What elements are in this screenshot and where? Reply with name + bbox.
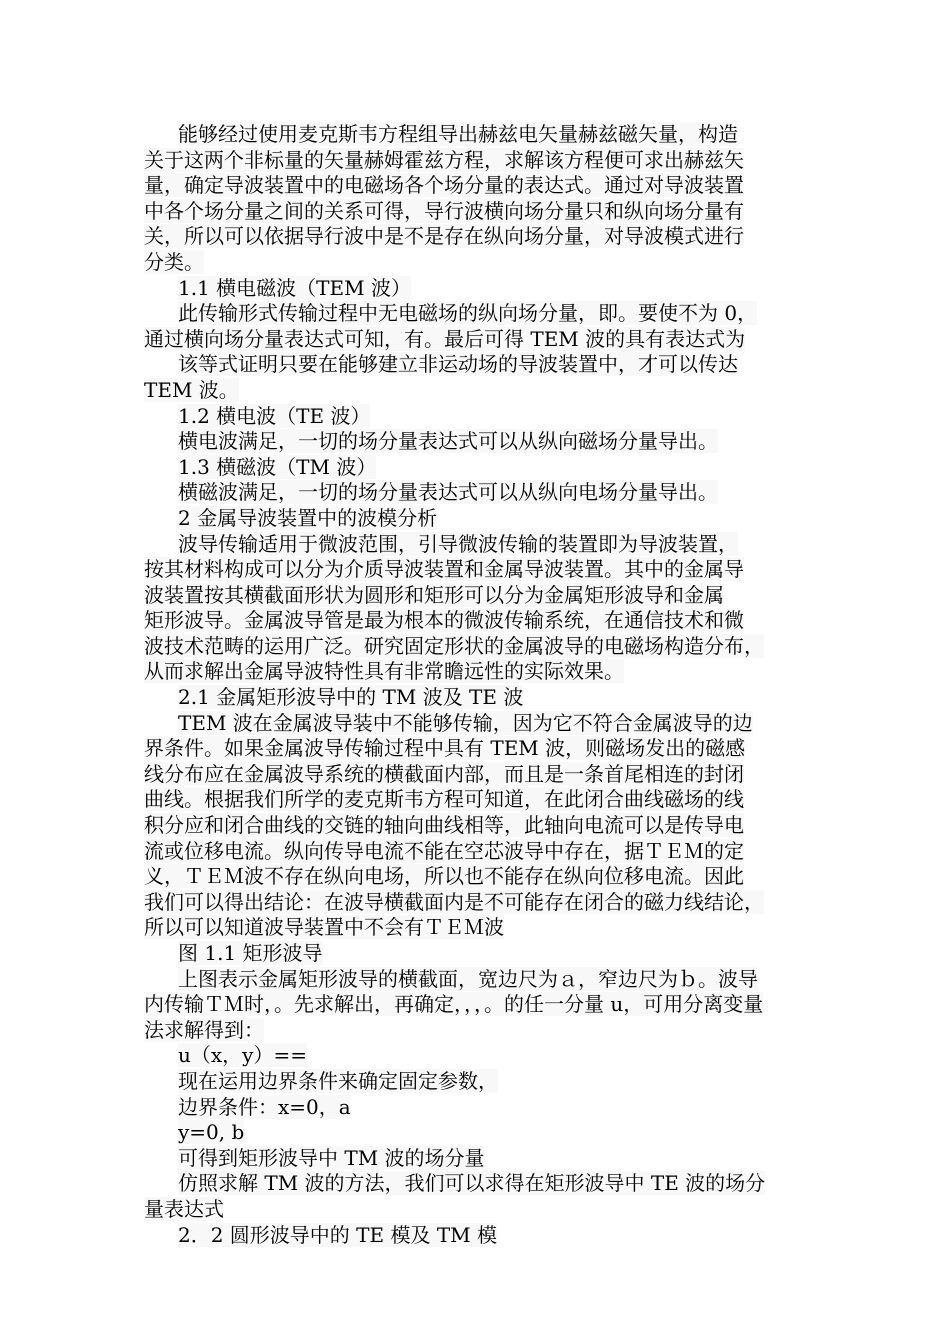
text-line <box>144 378 824 404</box>
text-line <box>144 532 824 558</box>
text-line-content: 分类。 <box>144 249 204 274</box>
text-line-content: 波技术范畴的运用广泛。研究固定形状的金属波导的电磁场构造分布， <box>144 633 764 658</box>
text-line-content: 波导传输适用于微波范围，引导微波传输的装置即为导波装置， <box>178 531 738 556</box>
text-line-content: TEM 波在金属波导装中不能够传输，因为它不符合金属波导的边 <box>178 710 753 735</box>
text-line <box>144 122 824 148</box>
text-line-content: 量表达式 <box>144 1196 224 1221</box>
text-line <box>144 915 824 941</box>
text-line <box>144 608 824 634</box>
text-line <box>144 967 824 993</box>
text-line-content: 1.2 横电波（TE 波） <box>178 403 371 428</box>
text-line <box>144 1043 824 1069</box>
text-line <box>144 634 824 660</box>
text-line-content: 可得到矩形波导中 TM 波的场分量 <box>178 1145 485 1170</box>
text-line <box>144 813 824 839</box>
text-line-content: 关，所以可以依据导行波中是不是存在纵向场分量，对导波模式进行 <box>144 224 744 249</box>
document-body <box>144 122 824 1248</box>
text-line-content: 上图表示金属矩形波导的横截面，宽边尺为ａ，窄边尺为ｂ。波导 <box>178 966 758 991</box>
text-line-content: 横磁波满足，一切的场分量表达式可以从纵向电场分量导出。 <box>178 480 718 505</box>
text-line <box>144 1223 824 1249</box>
text-line-content: 边界条件：x=0，a <box>178 1094 351 1119</box>
text-line <box>144 1120 824 1146</box>
text-line-content: 1.3 横磁波（TM 波） <box>178 454 377 479</box>
text-line <box>144 736 824 762</box>
text-line-content: 能够经过使用麦克斯韦方程组导出赫兹电矢量赫兹磁矢量，构造 <box>178 122 738 146</box>
text-line-content: 从而求解出金属导波特性具有非常瞻远性的实际效果。 <box>144 659 624 684</box>
text-line-content: 2.1 金属矩形波导中的 TM 波及 TE 波 <box>178 685 524 710</box>
text-line <box>144 429 824 455</box>
text-line-content: 流或位移电流。纵向传导电流不能在空芯波导中存在，据ＴＥＭ的定 <box>144 838 744 863</box>
text-line-content: 横电波满足，一切的场分量表达式可以从纵向磁场分量导出。 <box>178 429 718 454</box>
text-line <box>144 659 824 685</box>
text-line-content: 仿照求解 TM 波的方法，我们可以求得在矩形波导中 TE 波的场分 <box>178 1171 766 1196</box>
text-line <box>144 224 824 250</box>
text-line-content: 2 金属导波装置中的波模分析 <box>178 505 438 530</box>
text-line-content: 1.1 横电磁波（TEM 波） <box>178 275 411 300</box>
text-line <box>144 327 824 353</box>
text-line-content: 量，确定导波装置中的电磁场各个场分量的表达式。通过对导波装置 <box>144 173 744 198</box>
text-line <box>144 455 824 481</box>
text-line <box>144 1171 824 1197</box>
text-line <box>144 301 824 327</box>
text-line-content: 中各个场分量之间的关系可得，导行波横向场分量只和纵向场分量有 <box>144 198 744 223</box>
text-line <box>144 250 824 276</box>
text-line-content: 按其材料构成可以分为介质导波装置和金属导波装置。其中的金属导 <box>144 557 744 582</box>
text-line-content: 2．2 圆形波导中的 TE 模及 TM 模 <box>178 1222 497 1247</box>
text-line <box>144 480 824 506</box>
text-line-content: 图 1.1 矩形波导 <box>178 941 323 965</box>
text-line <box>144 506 824 532</box>
text-line <box>144 1146 824 1172</box>
text-line-content: 波装置按其横截面形状为圆形和矩形可以分为金属矩形波导和金属 <box>144 582 724 607</box>
text-line-content: 现在运用边界条件来确定固定参数， <box>178 1068 498 1093</box>
text-line <box>144 173 824 199</box>
text-line-content: 线分布应在金属波导系统的横截面内部，而且是一条首尾相连的封闭 <box>144 761 744 786</box>
text-line-content: 积分应和闭合曲线的交链的轴向曲线相等，此轴向电流可以是传导电 <box>144 813 744 838</box>
text-line <box>144 1018 824 1044</box>
text-line <box>144 583 824 609</box>
text-line <box>144 1069 824 1095</box>
text-line-content: y=0, b <box>178 1120 245 1145</box>
text-line-content: 法求解得到： <box>144 1017 264 1042</box>
text-line <box>144 352 824 378</box>
text-line <box>144 276 824 302</box>
text-line <box>144 762 824 788</box>
text-line <box>144 199 824 225</box>
text-line-content: 义，ＴＥＭ波不存在纵向电场，所以也不能存在纵向位移电流。因此 <box>144 864 744 889</box>
text-line-content: 矩形波导。金属波导管是最为根本的微波传输系统，在通信技术和微 <box>144 608 744 633</box>
text-line <box>144 941 824 967</box>
text-line <box>144 557 824 583</box>
text-line <box>144 992 824 1018</box>
text-line-content: 通过横向场分量表达式可知，有。最后可得 TEM 波的具有表达式为 <box>144 326 746 351</box>
text-line-content: 该等式证明只要在能够建立非运动场的导波装置中，才可以传达 <box>178 352 738 377</box>
text-line <box>144 839 824 865</box>
text-line <box>144 864 824 890</box>
text-line-content: 界条件。如果金属波导传输过程中具有 TEM 波，则磁场发出的磁感 <box>144 736 746 761</box>
text-line-content: 此传输形式传输过程中无电磁场的纵向场分量，即。要使不为 0， <box>178 301 758 326</box>
text-line-content: u（x，y）== <box>178 1043 307 1068</box>
text-line <box>144 148 824 174</box>
text-line-content: 所以可以知道波导装置中不会有ＴＥＭ波 <box>144 915 504 940</box>
text-line-content: 我们可以得出结论：在波导横截面内是不可能存在闭合的磁力线结论， <box>144 889 764 914</box>
text-line <box>144 890 824 916</box>
text-line <box>144 1095 824 1121</box>
text-line <box>144 711 824 737</box>
text-line-content: 关于这两个非标量的矢量赫姆霍兹方程，求解该方程便可求出赫兹矢 <box>144 147 744 172</box>
text-line-content: TEM 波。 <box>144 377 239 402</box>
text-line <box>144 685 824 711</box>
text-line <box>144 1197 824 1223</box>
text-line-content: 内传输ＴＭ时，。先求解出，再确定，，，。的任一分量 u，可用分离变量 <box>144 992 764 1017</box>
text-line-content: 曲线。根据我们所学的麦克斯韦方程可知道，在此闭合曲线磁场的线 <box>144 787 744 812</box>
text-line <box>144 787 824 813</box>
text-line <box>144 404 824 430</box>
